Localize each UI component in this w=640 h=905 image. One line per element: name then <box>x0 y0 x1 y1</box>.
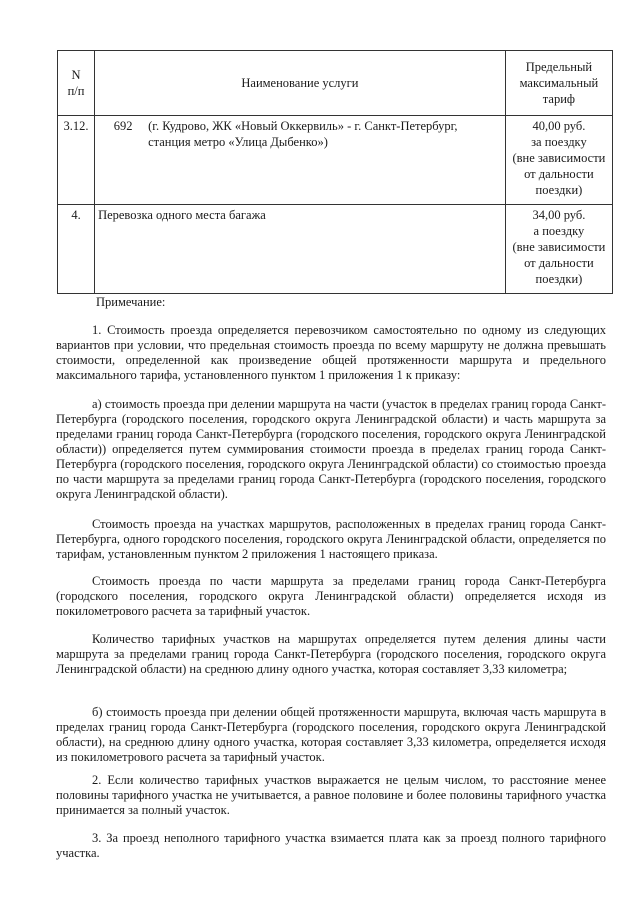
note-paragraph-a: а) стоимость проезда при делении маршрута на части (участок в пределах границ города Санкт-Петербурга (городского поселения, городского округа Ленинградской области) и часть маршрута за пределами границ города Санкт-Петербурга (городского поселения, городского округа Ленинградской области)) определяется путем суммирования стоимости проезда в пределах границ города Санкт-Петербурга (городского поселения, городского округа Ленинградской области) со стоимостью проезда по части маршрута за пределами границ города Санкт-Петербурга (городского поселения, городского округа Ленинградской области). <box>56 397 606 501</box>
row-number: 4. <box>58 205 95 294</box>
route-description: (г. Кудрово, ЖК «Новый Оккервиль» - г. Санкт-Петербург, станция метро «Улица Дыбенко») <box>148 119 458 149</box>
note-paragraph-2: 2. Если количество тарифных участков выражается не целым числом, то расстояние менее половины тарифного участка не учитывается, а равное половине и более половины тарифного участка принимается за полный участок. <box>56 773 606 817</box>
table-row <box>58 116 613 205</box>
table-row <box>58 205 613 294</box>
row-service-name: Перевозка одного места багажа <box>95 205 506 294</box>
note-title: Примечание: <box>96 295 166 309</box>
header-number: N п/п <box>58 51 95 116</box>
note-paragraph-1: 1. Стоимость проезда определяется перевозчиком самостоятельно по одному из следующих вариантов при условии, что предельная стоимость проезда по всему маршруту не должна превышать стоимости, определенной как произведение общей протяженности маршрута и предельного максимального тарифа, установленного пунктом 1 приложения 1 к приказу: <box>56 323 606 382</box>
route-number: 692 <box>113 119 133 133</box>
row-number: 3.12. <box>58 116 95 205</box>
header-service-name: Наименование услуги <box>95 51 506 116</box>
tariff-table <box>57 50 613 294</box>
note-paragraph-3: 3. За проезд неполного тарифного участка взимается плата как за проезд полного тарифного участка. <box>56 831 606 860</box>
note-paragraph-b: б) стоимость проезда при делении общей протяженности маршрута, включая часть маршрута в пределах границ города Санкт-Петербурга (городского поселения, городского округа Ленинградской области), на среднюю длину одного участка, которая составляет 3,33 километра, определяется исходя из покилометрового расчета за тарифный участок. <box>56 705 606 764</box>
note-paragraph-outside-sections: Стоимость проезда по части маршрута за пределами границ города Санкт-Петербурга (городского поселения, городского округа Ленинградской области) определяется исходя из покилометрового расчета за тарифный участок. <box>56 574 606 618</box>
row-service-name <box>95 116 506 205</box>
table-header-row <box>58 51 613 116</box>
note-paragraph-spb-sections: Стоимость проезда на участках маршрутов, расположенных в пределах границ города Санкт-Петербурга, одного городского поселения, городского округа Ленинградской области, определяется по тарифам, установленным пунктом 2 приложения 1 настоящего приказа. <box>56 517 606 561</box>
header-tariff: Предельный максимальный тариф <box>505 51 612 116</box>
row-tariff: 34,00 руб. а поездку (вне зависимости от дальности поездки) <box>505 205 612 294</box>
row-tariff: 40,00 руб. за поездку (вне зависимости от дальности поездки) <box>505 116 612 205</box>
note-paragraph-section-count: Количество тарифных участков на маршрутах определяется путем деления длины части маршрута за пределами границ города Санкт-Петербурга (городского поселения, городского округа Ленинградской области) на среднюю длину одного участка, которая составляет 3,33 километра; <box>56 632 606 676</box>
